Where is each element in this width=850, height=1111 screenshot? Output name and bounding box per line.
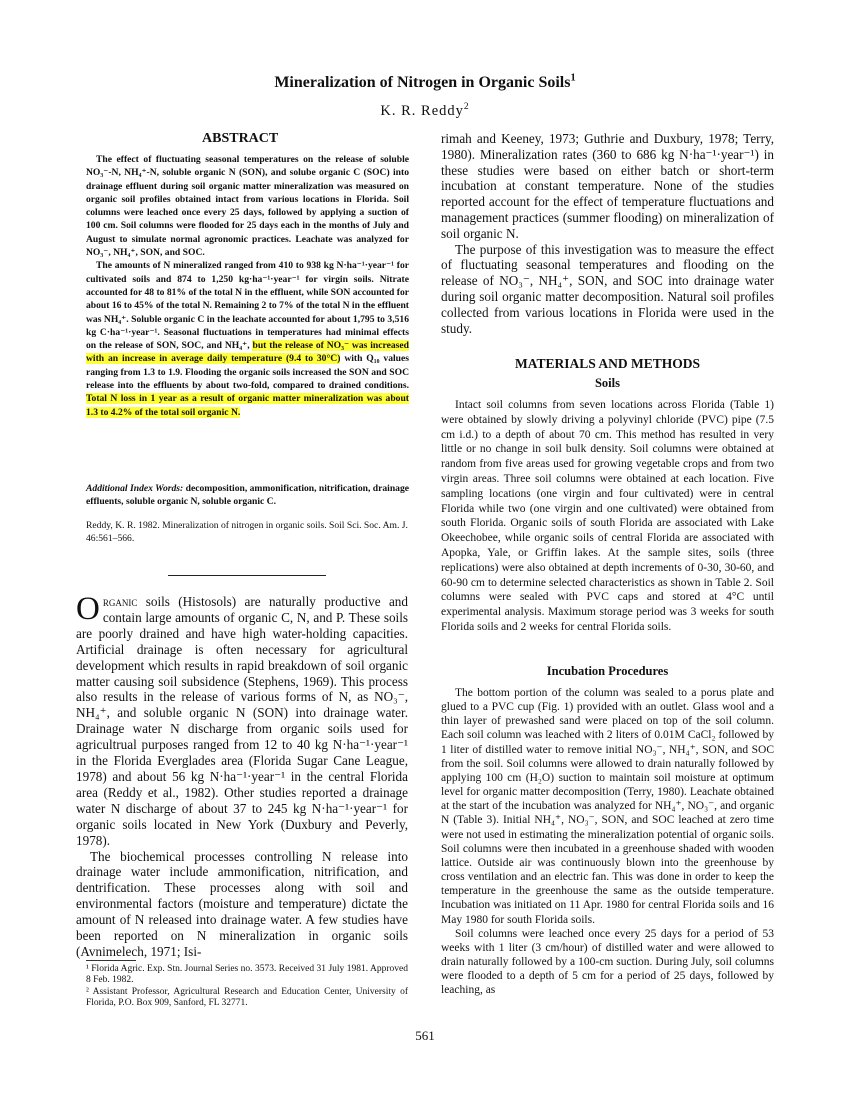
footnote-divider: [86, 960, 136, 961]
incubation-subheading: Incubation Procedures: [546, 664, 669, 678]
introduction-right: [441, 131, 774, 336]
intro-paragraph-1: Organic soils (Histosols) are naturally productive and contain large amounts of organic C, N, and P. These soils are poorly drained and have high water-holding capacities. Artificial drainage is often necessary for agricultural development which results in rapid breakdown of soil organic matter causing soil subsidence (Stephens, 1969). This process also results in the release of various forms of N, as NO₃⁻, NH₄⁺, and soluble organic N (SON) into drainage water. Drainage water N discharge from organic soils used for agricultrual purposes ranged from 12 to 40 kg N·ha⁻¹·year⁻¹ in the Florida Everglades area (Florida Sugar Cane League, 1978) and about 56 kg N·ha⁻¹·year⁻¹ in the central Florida area (Reddy et al., 1982). Other studies reported a drainage water N discharge of about 37 to 245 kg N·ha⁻¹·year⁻¹ for organic soils located in New York (Duxbury and Peverly, 1978).: [76, 591, 408, 848]
incubation-section: [441, 686, 774, 997]
drop-cap: O: [76, 591, 100, 627]
introduction-left: [76, 591, 408, 960]
highlight-2: Total N loss in 1 year as a result of organic matter mineralization was about 1.3 to 4.2% of the total soil organic N.: [86, 393, 409, 418]
citation: Reddy, K. R. 1982. Mineralization of nitrogen in organic soils. Soil Sci. Soc. Am. J. 46:561–566.: [86, 520, 408, 545]
footnotes: [86, 964, 408, 1010]
soils-subheading: Soils: [594, 376, 620, 390]
index-words: Additional Index Words: decomposition, ammonification, nitrification, drainage effluents, soluble organic N, soluble organic C.: [86, 483, 410, 508]
methods-heading: MATERIALS AND METHODS: [514, 356, 701, 371]
abstract-paragraph-1: The effect of fluctuating seasonal temperatures on the release of soluble NO₃⁻-N, NH₄⁺-N, soluble organic N (SON), and solube organic C (SOC) into drainage effluent during soil organic matter mineralization was measured on organic soil profiles obtained intact from various locations in Florida. Soil columns were leached once every 25 days, followed by applying a suction of 100 cm. Soil columns were flooded for 25 days each in the months of July and August to simulate normal agronomic practices. Leachate was analyzed for NO₃⁻, NH₄⁺, SON, and SOC.: [86, 154, 409, 259]
abstract-body: [86, 153, 409, 419]
page-number: 561: [415, 1028, 435, 1043]
footnote-2: ² Assistant Professor, Agricultural Research and Education Center, University of Florida, P.O. Box 909, Sanford, FL 32771.: [86, 986, 408, 1009]
soils-paragraph: Intact soil columns from seven locations across Florida (Table 1) were obtained by slowly driving a polyvinyl chloride (PVC) pipe (7.5 cm i.d.) to a depth of about 70 cm. This method has resulted in very little or no change in soil bulk density. Soil columns were obtained at random from five areas used for growing vegetable crops and from two virgin areas. Three soil columns were obtained at each location. Five sampling locations (one virgin and four cultivated) were in central Florida while two (one virgin and one cultivated) were obtained from south Florida. Organic soils of south Florida are associated with Lake Okeechobee, while organic soils of central Florida are associated with Apopka, Yale, or Griffin lakes. At the sample sites, soils (three replications) were also obtained at depth increments of 0-30, 30-60, and 60-90 cm to determine selected characteristics as shown in Table 2. Soil columns were sealed with PVC caps and stored at 4°C until experimental analysis. Maximum storage period was 3 weeks for south Florida soils and 2 weeks for central Florida soils.: [441, 399, 774, 633]
soils-section: [441, 398, 774, 635]
intro-paragraph-4: The purpose of this investigation was to measure the effect of fluctuating seasonal temperatures and flooding on the release of NO₃⁻, NH₄⁺, SON, and SOC into drainage water during soil organic matter decomposition. Natural soil profiles collected from various locations in Florida were used in the study.: [441, 241, 774, 336]
incubation-paragraph-2: Soil columns were leached once every 25 days for a period of 53 weeks with 1 liter (3 cm/hour) of distilled water and were allowed to drain naturally followed by a 100-cm suction. During July, soil columns were flooded to a depth of 5 cm for a period of 25 days, followed by leaching, as: [441, 927, 774, 997]
abstract-paragraph-2: The amounts of N mineralized ranged from 410 to 938 kg N·ha⁻¹·year⁻¹ for cultivated soils and 874 to 1,250 kg·ha⁻¹·year⁻¹ for virgin soils. Nitrate accounted for 48 to 81% of the total N in the effluent, while SON accounted for about 16 to 45% of the total N. Remaining 2 to 7% of the total N in the effluent was NH₄⁺. Soluble organic C in the leachate accounted for about 1,795 to 3,516 kg C·ha⁻¹·year⁻¹. Seasonal fluctuations in temperatures had minimal effects on the release of SON, SOC, and NH₄⁺, but the release of NO₃⁻ was increased with an increase in average daily temperature (9.4 to 30°C) with Q₁₀ values ranging from 1.3 to 1.9. Flooding the organic soils increased the SON and SOC release into the effluents by about two-fold, compared to drained conditions. Total N loss in 1 year as a result of organic matter mineralization was about 1.3 to 4.2% of the total soil organic N.: [86, 260, 409, 418]
author: K. R. Reddy$^2$: [380, 102, 470, 119]
divider: [168, 575, 326, 576]
abstract-heading: ABSTRACT: [202, 131, 279, 146]
paper-title: Mineralization of Nitrogen in Organic Soils$^1$: [274, 72, 576, 91]
highlight-1: but the release of NO₃⁻ was increased with an increase in average daily temperature (9.4 to 30°C): [86, 340, 409, 365]
footnote-1: ¹ Florida Agric. Exp. Stn. Journal Series no. 3573. Received 31 July 1981. Approved 8 Feb. 1982.: [86, 964, 408, 986]
intro-paragraph-3: rimah and Keeney, 1973; Guthrie and Duxbury, 1978; Terry, 1980). Mineralization rates (360 to 686 kg N·ha⁻¹·year⁻¹) in these studies were based on either batch or short-term incubation at constant temperature. None of the studies reported account for the effect of temperature fluctuations and management practices (summer flooding) on mineralization of soil organic N.: [441, 131, 774, 241]
incubation-paragraph-1: The bottom portion of the column was sealed to a porus plate and glued to a PVC cup (Fig. 1) provided with an outlet. Glass wool and a thin layer of prewashed sand were placed on top of the soil column. Each soil column was leached with 2 liters of 0.01M CaCl₂ followed by 1 liter of distilled water to remove initial NO₃⁻, NH₄⁺, SON, and SOC from the soil. Soil columns were allowed to drain naturally followed by applying 100 cm (H₂O) suction to maintain soil moisture at optimum level for organic matter decomposition (Terry, 1980). Leachate obtained at the start of the incubation was analyzed for NH₄⁺, NO₃⁻, and organic N (Table 3). Initial NH₄⁺, NO₃⁻, SON, and SOC leached at zero time were not used in estimating the mineralization potential of organic soils. Soil columns were then incubated in a greenhouse shaded with wooden lattice. Outside air was continuously blown into the greenhouse by cross ventilation and an electric fan. This was done in order to keep the temperature in the greenhouse the same as the outside temperature. Incubation was initiated on 11 Apr. 1980 for central Florida soils and 16 May 1980 for south Florida soils.: [441, 687, 774, 926]
intro-paragraph-2: The biochemical processes controlling N release into drainage water include ammonification, nitrification, and dentrification. These processes along with soil and environmental factors (moisture and temperature) dictate the amount of N released into drainage water. A few studies have been reported on N mineralization in organic soils (Avnimelech, 1971; Isi-: [76, 848, 408, 959]
